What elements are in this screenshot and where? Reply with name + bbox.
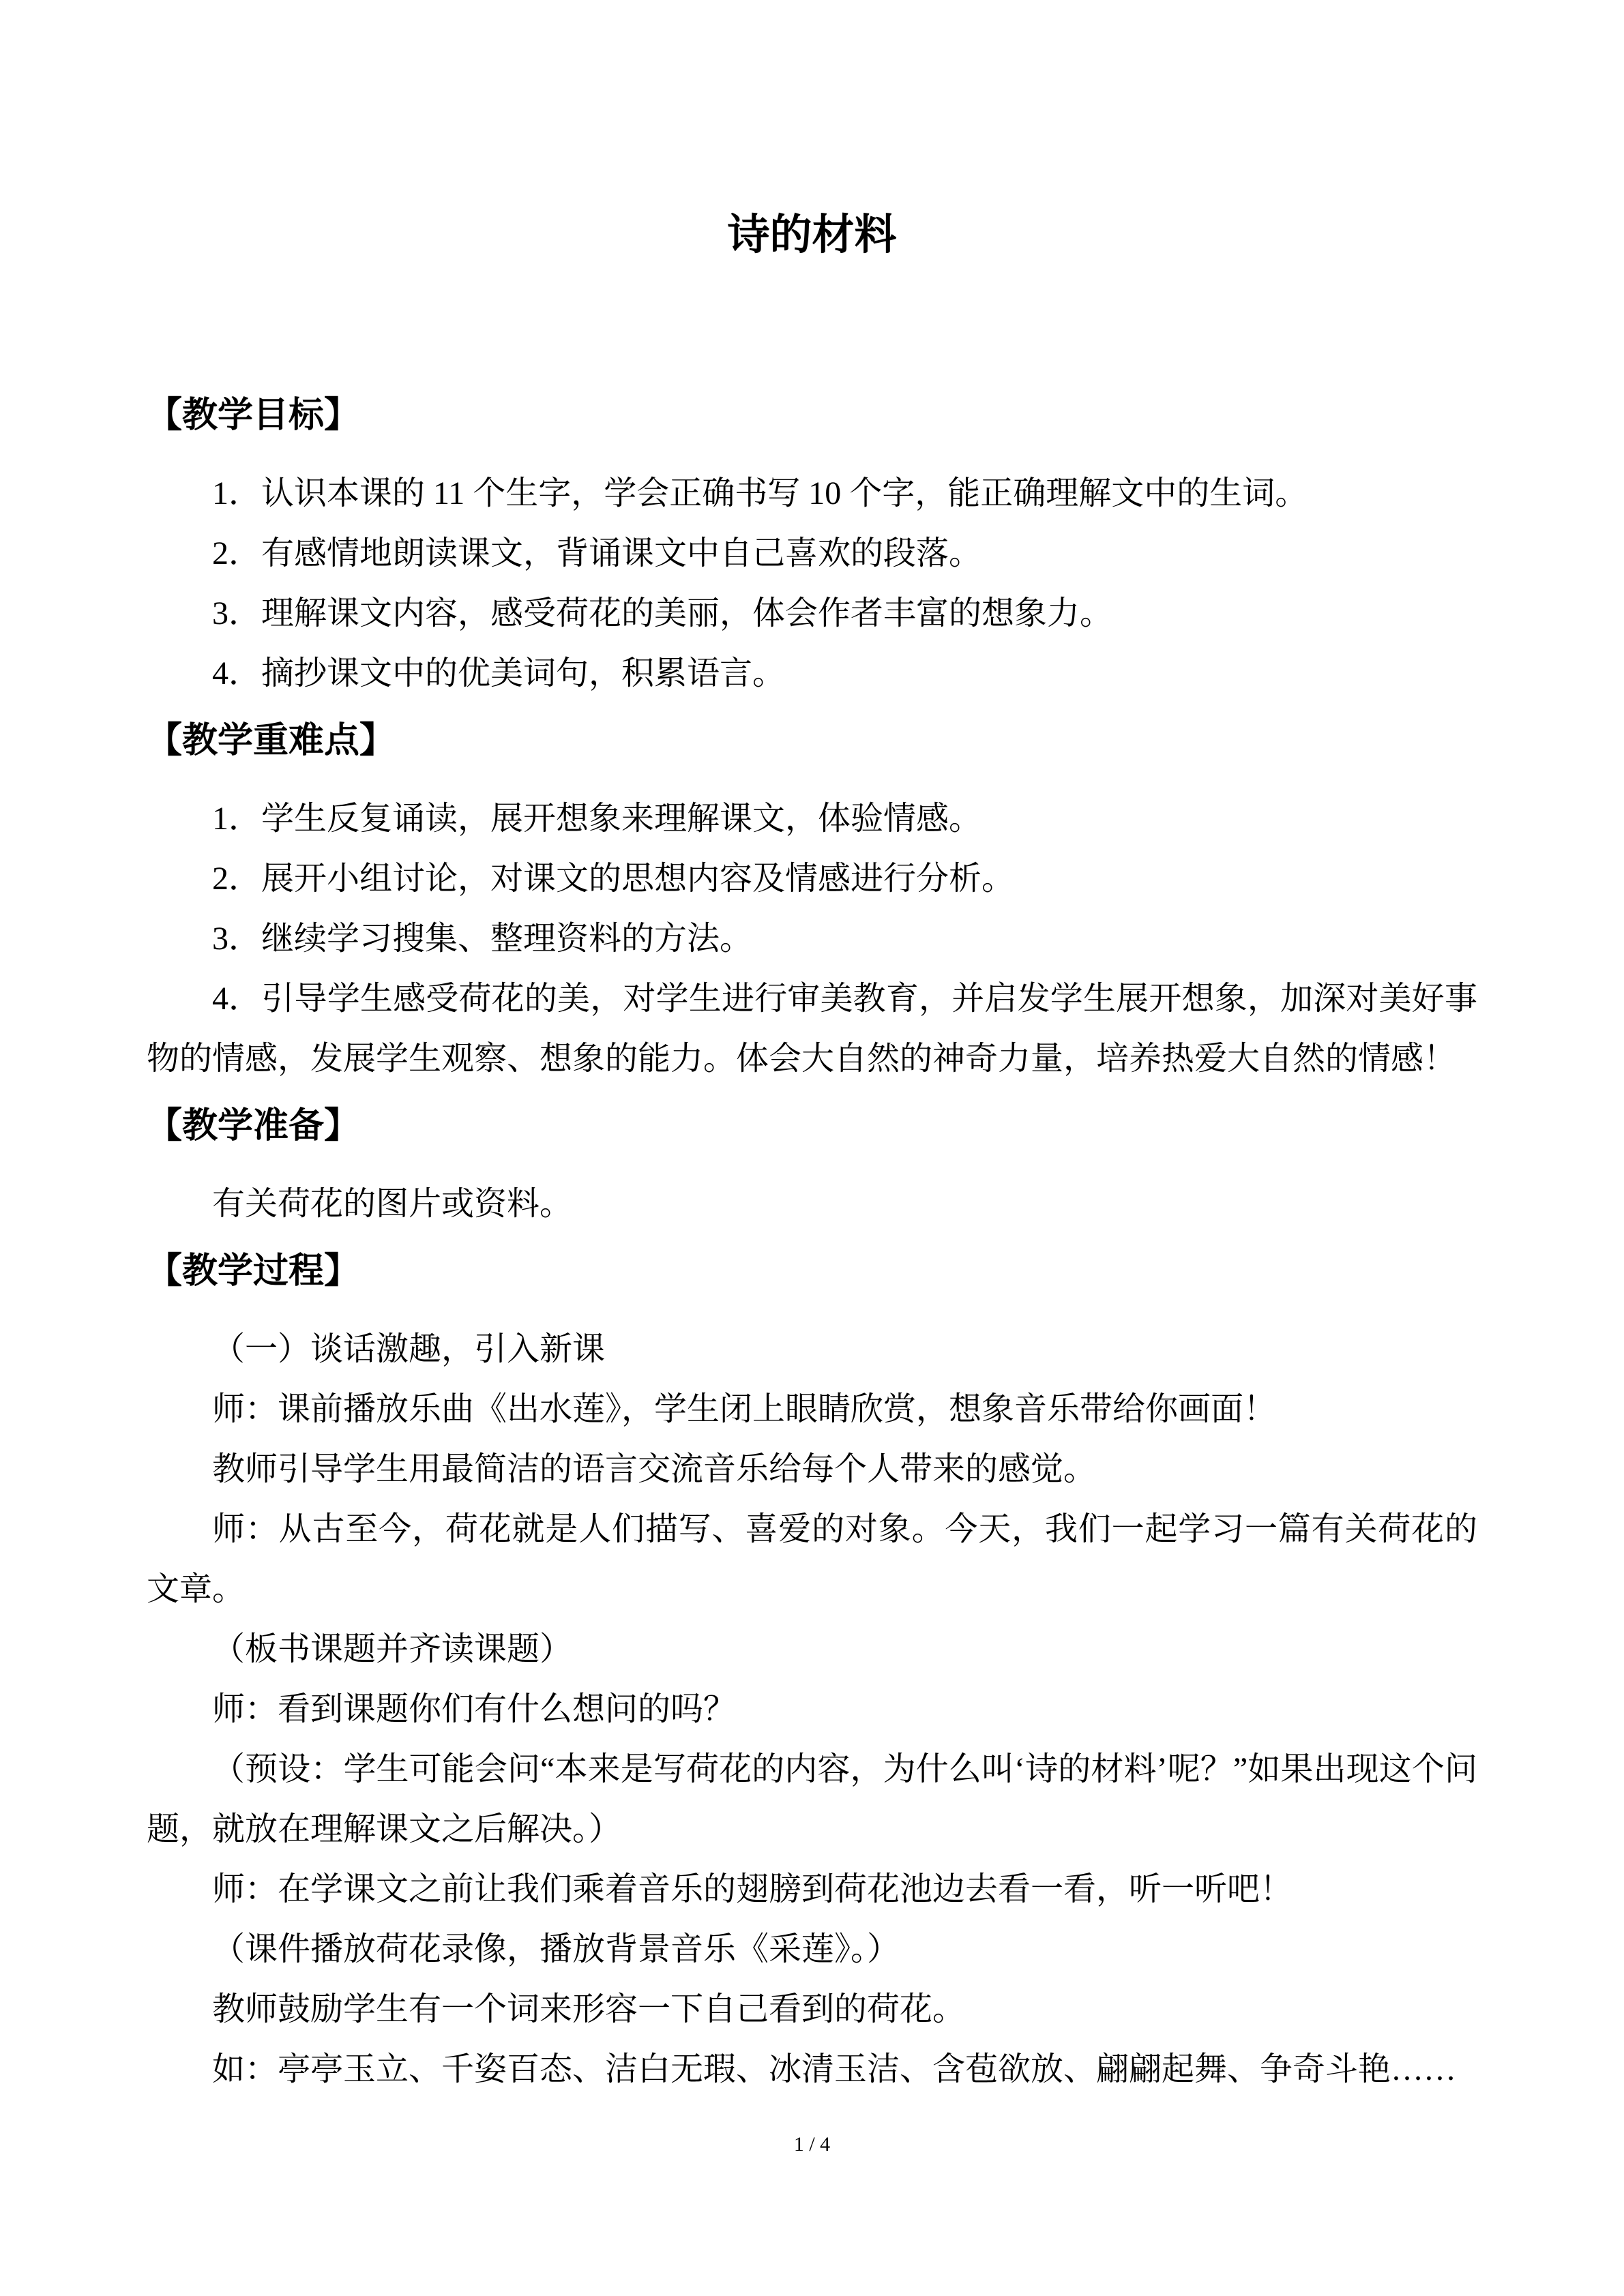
document-title: 诗的材料 bbox=[727, 212, 897, 258]
keypoint-item-1: 1．学生反复诵读，展开想象来理解课文，体验情感。 bbox=[212, 801, 982, 837]
heading-teaching-process: 【教学过程】 bbox=[147, 1252, 360, 1291]
process-paragraph-4: （板书课题并齐读课题） bbox=[212, 1631, 573, 1667]
keypoint-item-3: 3．继续学习搜集、整理资料的方法。 bbox=[212, 921, 753, 957]
objective-item-2: 2．有感情地朗读课文，背诵课文中自己喜欢的段落。 bbox=[212, 535, 982, 571]
objective-item-4: 4．摘抄课文中的优美词句，积累语言。 bbox=[212, 655, 786, 691]
process-paragraph-7: 师：在学课文之前让我们乘着音乐的翅膀到荷花池边去看一看，听一听吧！ bbox=[212, 1871, 1293, 1907]
process-paragraph-3: 师：从古至今，荷花就是人们描写、喜爱的对象。今天，我们一起学习一篇有关荷花的文章。 bbox=[147, 1511, 1477, 1607]
objective-item-1: 1．认识本课的 11 个生字，学会正确书写 10 个字，能正确理解文中的生词。 bbox=[212, 475, 1308, 511]
keypoint-item-2: 2．展开小组讨论，对课文的思想内容及情感进行分析。 bbox=[212, 861, 1015, 897]
heading-teaching-objectives: 【教学目标】 bbox=[147, 396, 360, 435]
page-number: 1 / 4 bbox=[793, 2133, 831, 2156]
process-paragraph-2: 教师引导学生用最简洁的语言交流音乐给每个人带来的感觉。 bbox=[212, 1451, 1097, 1487]
process-paragraph-8: （课件播放荷花录像，播放背景音乐《采莲》。） bbox=[212, 1931, 900, 1967]
process-paragraph-9: 教师鼓励学生有一个词来形容一下自己看到的荷花。 bbox=[212, 1991, 966, 2027]
heading-teaching-preparation: 【教学准备】 bbox=[147, 1107, 360, 1146]
process-paragraph-5: 师：看到课题你们有什么想问的吗？ bbox=[212, 1691, 737, 1727]
objective-item-3: 3．理解课文内容，感受荷花的美丽，体会作者丰富的想象力。 bbox=[212, 595, 1113, 631]
process-paragraph-10: 如：亭亭玉立、千姿百态、洁白无瑕、冰清玉洁、含苞欲放、翩翩起舞、争奇斗艳…… bbox=[212, 2051, 1457, 2087]
process-paragraph-1: 师：课前播放乐曲《出水莲》，学生闭上眼睛欣赏，想象音乐带给你画面！ bbox=[212, 1391, 1277, 1427]
preparation-text: 有关荷花的图片或资料。 bbox=[212, 1186, 573, 1222]
heading-teaching-key-points: 【教学重难点】 bbox=[147, 721, 396, 760]
process-step-title: （一）谈话激趣，引入新课 bbox=[212, 1331, 606, 1367]
process-paragraph-6: （预设：学生可能会问“本来是写荷花的内容，为什么叫‘诗的材料’呢？”如果出现这个问题，就放在理解课文之后解决。） bbox=[147, 1751, 1477, 1847]
keypoint-item-4: 4．引导学生感受荷花的美，对学生进行审美教育，并启发学生展开想象，加深对美好事物的情感，发展学生观察、想象的能力。体会大自然的神奇力量，培养热爱大自然的情感！ bbox=[147, 981, 1477, 1077]
